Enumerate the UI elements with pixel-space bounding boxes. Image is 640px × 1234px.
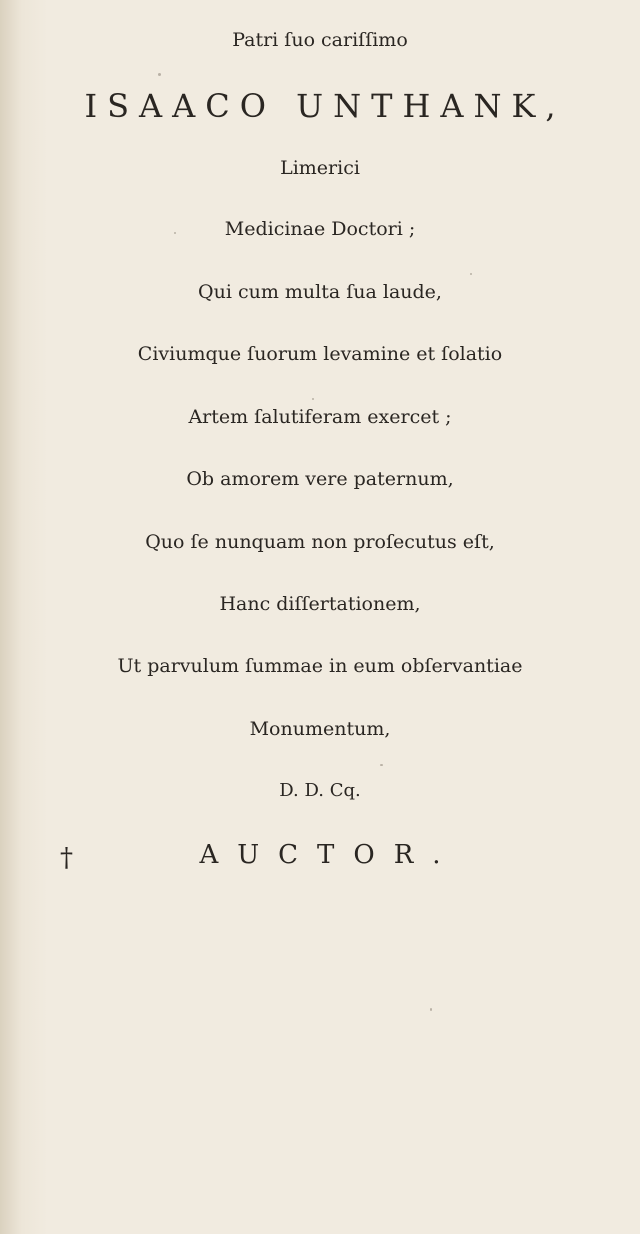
dedication-line: Hanc diſſertationem, <box>219 593 421 615</box>
paper-speck <box>158 73 161 76</box>
dedication-line: Quo ſe nunquam non proſecutus eſt, <box>145 531 495 553</box>
dedication-line: Ob amorem vere paternum, <box>186 468 454 490</box>
paper-speck <box>470 273 472 275</box>
dedication-line: Ut parvulum ſummae in eum obſervantiae <box>117 655 523 677</box>
dedication-line: Qui cum multa ſua laude, <box>198 281 442 303</box>
paper-speck <box>174 232 176 234</box>
dedication-heading: Patri ſuo cariſſimo <box>232 29 408 51</box>
paper-speck <box>380 764 383 766</box>
dedicatee-name: ISAACO UNTHANK, <box>84 87 566 125</box>
dedication-line: Monumentum, <box>249 718 391 740</box>
paper-speck <box>430 1008 432 1011</box>
paper-speck <box>312 398 314 400</box>
dagger-mark: † <box>60 843 73 873</box>
author-signature: AUCTOR. <box>199 840 460 870</box>
dedicatee-title: Medicinae Doctori ; <box>224 218 416 240</box>
dedicatee-place: Limerici <box>280 157 360 179</box>
dedicates-formula: D. D. Cq. <box>279 780 361 801</box>
dedication-line: Civiumque ſuorum levamine et ſolatio <box>137 343 503 365</box>
dedication-line: Artem ſalutiferam exercet ; <box>188 406 452 428</box>
